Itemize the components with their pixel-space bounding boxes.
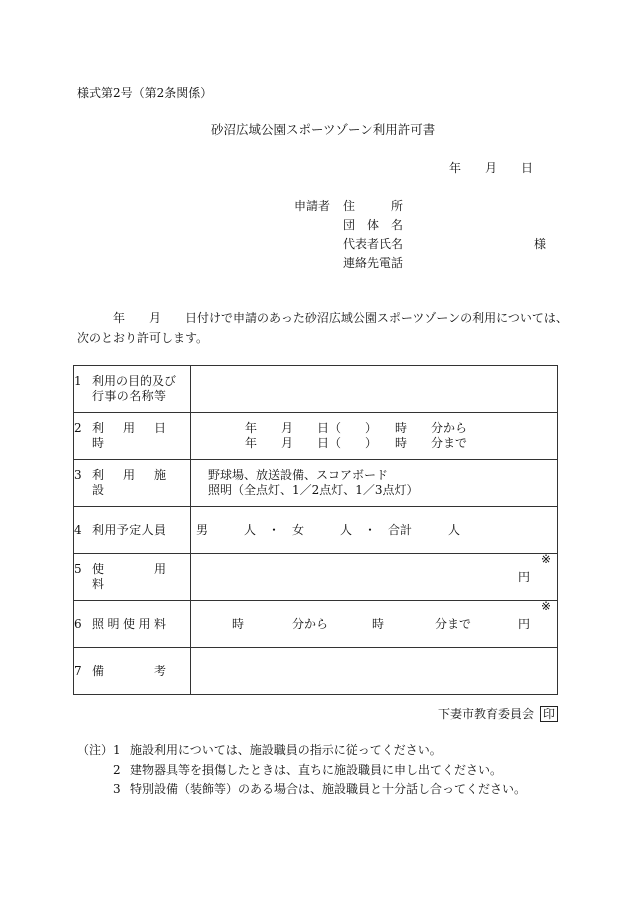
datetime-from: 年 月 日（ ） 時 分から <box>245 421 468 435</box>
from-hour-unit: 時 <box>232 617 245 631</box>
from-minute-unit: 分から <box>292 617 329 631</box>
lighting-options: 照明（全点灯、1／2点灯、1／3点灯） <box>208 483 419 497</box>
yen-unit: 円 <box>518 570 531 584</box>
row-purpose-label: 1 利用の目的及び 行事の名称等 <box>74 366 191 413</box>
note-3-number: 3 <box>113 782 121 796</box>
note-2-number: 2 <box>113 763 121 777</box>
row-facility-label: 3 利 用 施 設 <box>74 460 191 507</box>
row-lighting-fee-value[interactable] <box>191 601 558 648</box>
permit-table <box>73 365 558 695</box>
to-hour-unit: 時 <box>372 617 385 631</box>
row-datetime-label: 2 利 用 日 時 <box>74 413 191 460</box>
note-3-text: 特別設備（装飾等）のある場合は、施設職員と十分話し合ってください。 <box>130 782 527 796</box>
row-lighting-fee-label: 6 照明使用料 <box>74 601 191 648</box>
row-lighting-fee <box>74 601 558 648</box>
issuer-name: 下妻市教育委員会 <box>438 707 535 721</box>
form-number: 様式第2号（第2条関係） <box>77 86 213 100</box>
row-attendance-value[interactable] <box>191 507 558 554</box>
representative-name-label: 代表者氏名 <box>343 237 404 251</box>
row-usage-fee-value[interactable] <box>191 554 558 601</box>
row-datetime <box>74 413 558 460</box>
address-label: 住 所 <box>343 199 404 213</box>
row-purpose <box>74 366 558 413</box>
group-name-label: 団 体 名 <box>343 218 404 232</box>
document-title: 砂沼広域公園スポーツゾーン利用許可書 <box>211 122 436 137</box>
row-attendance <box>74 507 558 554</box>
row-attendance-label: 4 利用予定人員 <box>74 507 191 554</box>
row-usage-fee-label: 5 使 用 料 <box>74 554 191 601</box>
yen-unit: 円 <box>518 617 531 631</box>
row-remarks-label: 7 備 考 <box>74 648 191 695</box>
row-purpose-value[interactable] <box>191 366 558 413</box>
issuer <box>438 706 558 722</box>
attendance-breakdown: 男 人 ・ 女 人 ・ 合計 人 <box>196 522 461 537</box>
reference-mark: ※ <box>540 599 551 613</box>
note-1-text: 施設利用については、施設職員の指示に従ってください。 <box>130 743 442 757</box>
row-remarks-value[interactable] <box>191 648 558 695</box>
facility-list: 野球場、放送設備、スコアボード <box>208 468 389 482</box>
honorific: 様 <box>534 237 547 251</box>
contact-phone-label: 連絡先電話 <box>343 256 404 270</box>
body-line-2: 次のとおり許可します。 <box>77 331 209 345</box>
row-datetime-value[interactable] <box>191 413 558 460</box>
issue-date: 年 月 日 <box>449 161 534 175</box>
note-1-number: 1 <box>113 743 121 757</box>
notes-prefix: （注） <box>77 743 114 757</box>
row-remarks <box>74 648 558 695</box>
applicant-label: 申請者 <box>294 199 331 213</box>
datetime-to: 年 月 日（ ） 時 分まで <box>245 436 468 450</box>
body-line-1: 年 月 日付けで申請のあった砂沼広域公園スポーツゾーンの利用については、 <box>113 311 568 325</box>
row-facility <box>74 460 558 507</box>
to-minute-unit: 分まで <box>435 617 472 631</box>
seal-mark: 印 <box>540 706 558 722</box>
row-usage-fee <box>74 554 558 601</box>
note-2-text: 建物器具等を損傷したときは、直ちに施設職員に申し出てください。 <box>130 763 503 777</box>
row-facility-value[interactable] <box>191 460 558 507</box>
reference-mark: ※ <box>540 552 551 566</box>
